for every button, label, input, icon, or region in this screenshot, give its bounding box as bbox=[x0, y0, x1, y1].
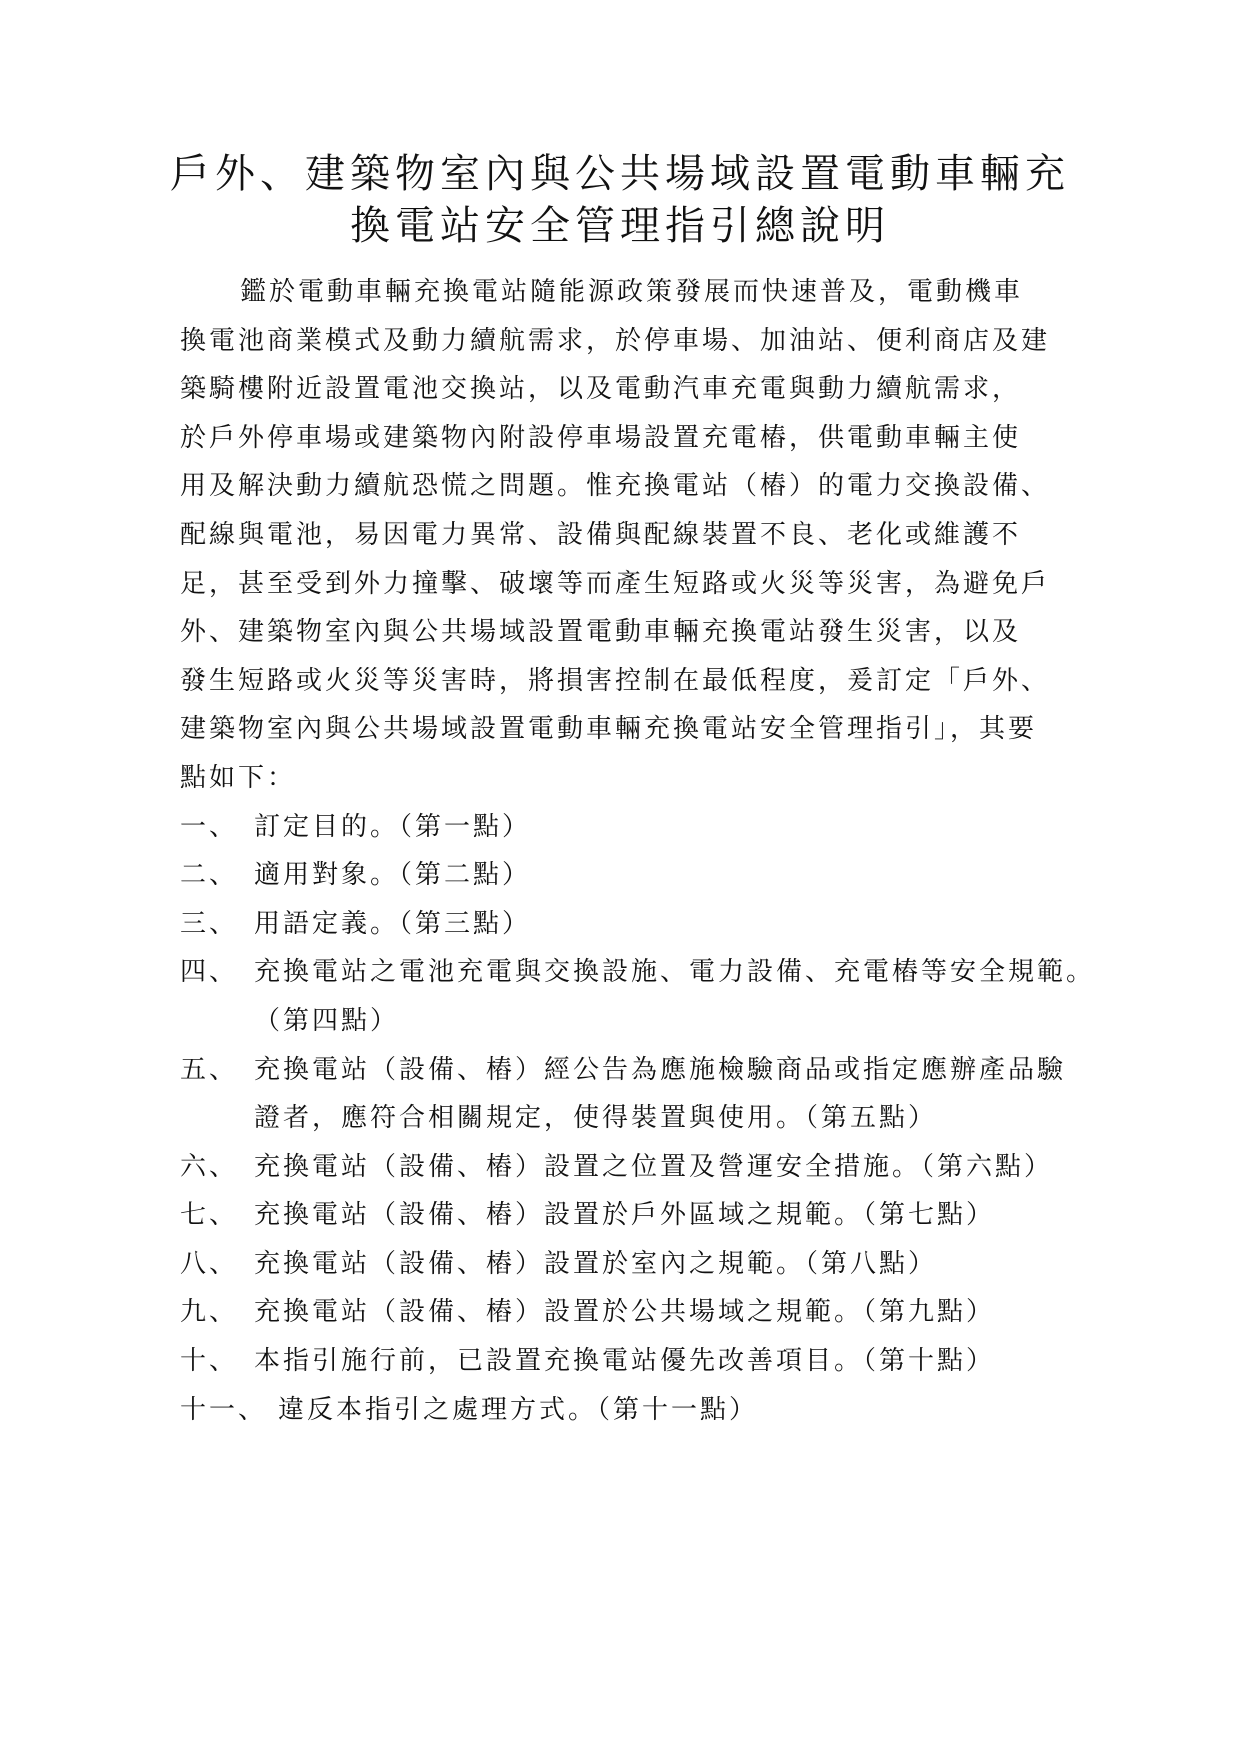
list-item-number: 六、 bbox=[180, 1151, 239, 1182]
document-body bbox=[180, 268, 1096, 1434]
title-line: 戶外、建築物室內與公共場域設置電動車輛充 bbox=[170, 151, 1070, 197]
list-item-text: 用語定義。（第三點） bbox=[254, 908, 532, 939]
list-item-number: 九、 bbox=[180, 1297, 239, 1328]
list-item-text: 充換電站（設備、樁）設置於室內之規範。（第八點） bbox=[254, 1248, 938, 1279]
list-item-text: 本指引施行前，已設置充換電站優先改善項目。（第十點） bbox=[254, 1346, 996, 1377]
list-item bbox=[180, 1046, 1090, 1143]
list-item-text: 充換電站之電池充電與交換設施、電力設備、充電樁等安全規範。 bbox=[254, 957, 1096, 988]
list-item-number: 八、 bbox=[180, 1248, 239, 1279]
list-item-text: 充換電站（設備、樁）設置於戶外區域之規範。（第七點） bbox=[254, 1200, 996, 1231]
intro-line: 鑑於電動車輛充換電站隨能源政策發展而快速普及，電動機車 bbox=[240, 277, 1024, 307]
list-item bbox=[180, 900, 1090, 949]
intro-paragraph bbox=[180, 268, 1090, 803]
intro-line: 築騎樓附近設置電池交換站，以及電動汽車充電與動力續航需求， bbox=[180, 374, 1022, 405]
list-item bbox=[180, 1337, 1090, 1386]
list-item-text: 訂定目的。（第一點） bbox=[254, 811, 532, 842]
list-item-number: 二、 bbox=[180, 860, 239, 891]
summary-list bbox=[180, 803, 1096, 1435]
list-item-text: 充換電站（設備、樁）經公告為應施檢驗商品或指定應辦產品驗 bbox=[254, 1054, 1067, 1085]
list-item bbox=[180, 1240, 1090, 1289]
intro-line: 點如下： bbox=[180, 762, 297, 793]
title-line: 換電站安全管理指引總說明 bbox=[350, 203, 890, 249]
list-item-text: （第四點） bbox=[254, 1005, 400, 1036]
list-item-number: 十一、 bbox=[180, 1394, 268, 1425]
list-item bbox=[180, 1191, 1090, 1240]
list-item-text: 充換電站（設備、樁）設置於公共場域之規範。（第九點） bbox=[254, 1297, 996, 1328]
list-item bbox=[180, 1143, 1090, 1192]
intro-line: 發生短路或火災等災害時，將損害控制在最低程度，爰訂定「戶外、 bbox=[180, 665, 1051, 696]
intro-line: 於戶外停車場或建築物內附設停車場設置充電樁，供電動車輛主使 bbox=[180, 422, 1022, 453]
intro-line: 外、建築物室內與公共場域設置電動車輛充換電站發生災害，以及 bbox=[180, 617, 1022, 648]
list-item-text: 違反本指引之處理方式。（第十一點） bbox=[278, 1394, 759, 1425]
list-item-number: 三、 bbox=[180, 908, 239, 939]
list-item-number: 一、 bbox=[180, 811, 239, 842]
intro-line: 配線與電池，易因電力異常、設備與配線裝置不良、老化或維護不 bbox=[180, 519, 1022, 550]
list-item-number: 七、 bbox=[180, 1200, 239, 1231]
intro-line: 用及解決動力續航恐慌之問題。惟充換電站（樁）的電力交換設備、 bbox=[180, 471, 1051, 502]
list-item bbox=[180, 803, 1090, 852]
intro-line: 足，甚至受到外力撞擊、破壞等而產生短路或火災等災害，為避免戶 bbox=[180, 568, 1051, 599]
list-item-text: 充換電站（設備、樁）設置之位置及營運安全措施。（第六點） bbox=[254, 1151, 1054, 1182]
list-item bbox=[180, 1386, 1090, 1435]
intro-line: 換電池商業模式及動力續航需求，於停車場、加油站、便利商店及建 bbox=[180, 325, 1051, 356]
list-item bbox=[180, 851, 1090, 900]
list-item-number: 四、 bbox=[180, 957, 239, 988]
list-item-text: 證者，應符合相關規定，使得裝置與使用。（第五點） bbox=[254, 1103, 938, 1134]
document-title bbox=[150, 148, 1090, 252]
list-item-text: 適用對象。（第二點） bbox=[254, 860, 532, 891]
list-item-number: 十、 bbox=[180, 1346, 239, 1377]
list-item-number: 五、 bbox=[180, 1054, 239, 1085]
list-item bbox=[180, 948, 1096, 1045]
intro-line: 建築物室內與公共場域設置電動車輛充換電站安全管理指引」，其要 bbox=[180, 714, 1038, 745]
list-item bbox=[180, 1288, 1090, 1337]
